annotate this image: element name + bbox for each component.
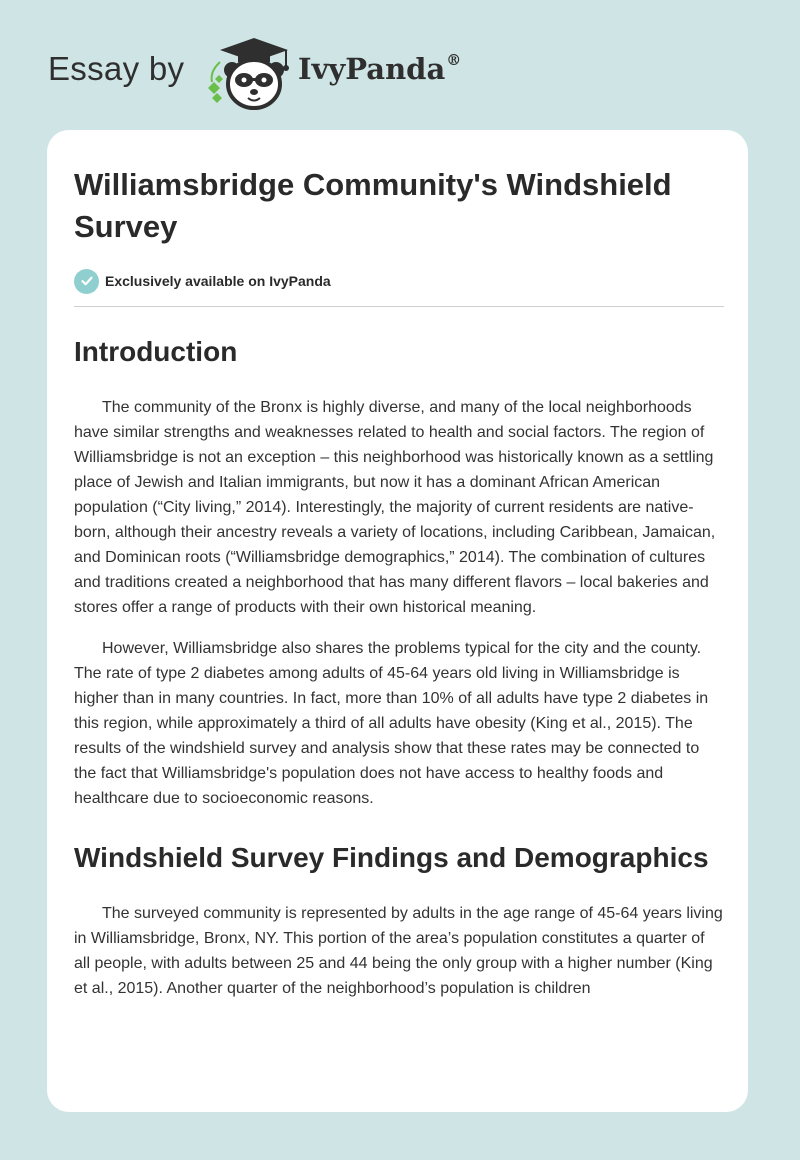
section-heading-introduction: Introduction <box>74 336 238 367</box>
brand-name-text: IvyPanda <box>298 52 446 86</box>
title-divider <box>74 306 724 307</box>
exclusive-badge <box>74 268 724 294</box>
essay-title: Williamsbridge Community's Windshield Survey <box>74 167 672 244</box>
exclusive-label: Exclusively available on IvyPanda <box>105 273 331 289</box>
registered-mark: ® <box>446 51 462 69</box>
essay-card <box>47 130 748 1112</box>
site-header <box>48 30 488 114</box>
ivypanda-logo-icon[interactable] <box>202 32 294 112</box>
section-heading-findings: Windshield Survey Findings and Demographics <box>74 842 709 873</box>
essay-content <box>74 164 724 1001</box>
essay-by-label: Essay by <box>48 50 185 87</box>
checkmark-icon <box>74 269 99 294</box>
paragraph: The community of the Bronx is highly diverse, and many of the local neighborhoods have similar strengths and weaknesses related to health and social factors. The region of Williamsbridge is not an exception – this neighborhood was historically known as a settling place of Jewish and Italian immigrants, but now it has a dominant African American population (“City living,” 2014). Interestingly, the majority of current residents are native-born, although their ancestry reveals a variety of locations, including Caribbean, Jamaican, and Dominican roots (“Williamsbridge demographics,” 2014). The combination of cultures and traditions created a neighborhood that has many different flavors – local bakeries and stores offer a range of products with their own historical meaning. <box>74 399 716 616</box>
paragraph: The surveyed community is represented by adults in the age range of 45-64 years living in Williamsbridge, Bronx, NY. This portion of the area’s population constitutes a quarter of all people, with adults between 25 and 44 being the only group with a higher number (King et al., 2015). Another quarter of the neighborhood’s population is children <box>74 905 723 997</box>
brand-name[interactable] <box>298 52 461 86</box>
paragraph: However, Williamsbridge also shares the problems typical for the city and the county. The rate of type 2 diabetes among adults of 45-64 years old living in Williamsbridge is higher than in many countries. In fact, more than 10% of all adults have type 2 diabetes in this region, while approximately a third of all adults have obesity (King et al., 2015). The results of the windshield survey and analysis show that these rates may be connected to the fact that Williamsbridge's population does not have access to healthy foods and healthcare due to socioeconomic reasons. <box>74 640 709 807</box>
